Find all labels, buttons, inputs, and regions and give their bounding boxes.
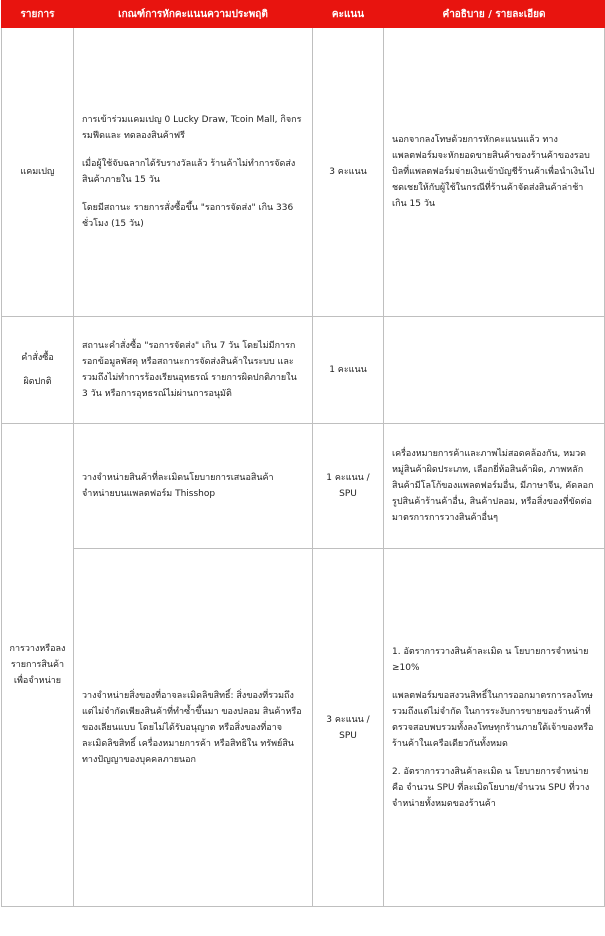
criteria-campaign-line-2: เมื่อผู้ใช้จับฉลากได้รับรางวัลแล้ว ร้านค้าไม่ทำการจัดส่งสินค้าภายใน 15 วัน	[82, 159, 296, 185]
item-abnormal-order-line-2: ผิดปกติ	[23, 377, 52, 387]
item-listing: การวางหรือลงรายการสินค้าเพื่อจำหน่าย	[2, 424, 74, 907]
item-abnormal-order-line-1: คำสั่งซื้อ	[21, 353, 54, 363]
header-description: คำอธิบาย / รายละเอียด	[384, 1, 605, 28]
criteria-campaign-line-3: โดยมีสถานะ รายการสั่งซื้อขึ้น "รอการจัดส่ง" เกิน 336 ชั่วโมง (15 วัน)	[82, 203, 294, 229]
table-row-campaign	[2, 28, 605, 317]
criteria-campaign	[74, 28, 313, 317]
description-campaign: นอกจากลงโทษด้วยการหักคะแนนแล้ว ทางแพลตฟอร์มจะหักยอดขายสินค้าของร้านค้าของรอบบิลที่แพลตฟอร์มจ่ายเงินเข้าบัญชีร้านค้าเพื่อนำเงินไปชดเชยให้กับผู้ใช้ในกรณีที่ร้านค้าจัดส่งสินค้าล่าช้า เกิน 15 วัน	[384, 28, 605, 317]
points-campaign: 3 คะแนน	[313, 28, 384, 317]
item-campaign: แคมเปญ	[2, 28, 74, 317]
description-copyright-line-2: แพลตฟอร์มขอสงวนสิทธิ์ในการออกมาตรการลงโทษรวมถึงแต่ไม่จำกัด ในการระงับการขายของร้านค้าที่ตรวจสอบพบรวมทั้งลงโทษทุกร้านภายใต้เจ้าของหรือร้านค้าในเครือเดียวกันทั้งหมด	[392, 690, 594, 749]
penalty-table	[1, 0, 605, 907]
description-copyright-line-3: 2. อัตราการวางสินค้าละเมิด น โยบายการจำหน่าย คือ จำนวน SPU ที่ละเมิดโยบาย/จำนวน SPU ที่วางจำหน่ายทั้งหมดของร้านค้า	[392, 766, 590, 809]
header-criteria: เกณฑ์การหักคะแนนความประพฤติ	[74, 1, 313, 28]
criteria-listing-policy: วางจำหน่ายสินค้าที่ละเมิดนโยบายการเสนอสินค้าจำหน่ายบนแพลตฟอร์ม Thisshop	[74, 424, 313, 549]
table-row-listing-policy	[2, 424, 605, 549]
points-abnormal-order: 1 คะแนน	[313, 317, 384, 424]
criteria-campaign-line-1: การเข้าร่วมแคมเปญ 0 Lucky Draw, Tcoin Mall, กิจกรรมฟีดและ ทดลองสินค้าฟรี	[82, 115, 302, 141]
item-abnormal-order	[2, 317, 74, 424]
criteria-copyright: วางจำหน่ายสิ่งของที่อาจละเมิดลิขสิทธิ์: สิ่งของที่รวมถึงแต่ไม่จำกัดเพียงสินค้าที่ทำซ้ำขึ้นมา ของปลอม สินค้าหรือของเลียนแบบ โดยไม่ได้รับอนุญาต หรือสิ่งของที่อาจละเมิดลิขสิทธิ์ เครื่องหมายการค้า หรือสิทธิใน ทรัพย์สินทางปัญญาของบุคคลภายนอก	[74, 549, 313, 907]
table-header-row	[2, 1, 605, 28]
points-copyright: 3 คะแนน / SPU	[313, 549, 384, 907]
description-listing-policy: เครื่องหมายการค้าและภาพไม่สอดคล้องกัน, หมวดหมู่สินค้าผิดประเภท, เลือกยี่ห้อสินค้าผิด, ภาพหลักสินค้ามีโลโก้ของแพลตฟอร์มอื่น, มีภาษาจีน, คัดลอกรูปสินค้าร้านค้าอื่น, สินค้าปลอม, หรือสิ่งของที่ขัดต่อมาตรการการวางสินค้าอื่นๆ	[384, 424, 605, 549]
description-abnormal-order	[384, 317, 605, 424]
header-points: คะแนน	[313, 1, 384, 28]
description-copyright-line-1: 1. อัตราการวางสินค้าละเมิด น โยบายการจำหน่าย ≥10%	[392, 646, 589, 673]
header-item: รายการ	[2, 1, 74, 28]
criteria-abnormal-order: สถานะคำสั่งซื้อ "รอการจัดส่ง" เกิน 7 วัน โดยไม่มีการกรอกข้อมูลพัสดุ หรือสถานะการจัดส่งสินค้าในระบบ และรวมถึงไม่ทำการร้องเรียนอุทธรณ์ รายการผิดปกติภายใน 3 วัน หรือการอุทธรณ์ไม่ผ่านการอนุมัติ	[74, 317, 313, 424]
description-copyright	[384, 549, 605, 907]
table-row-abnormal-order	[2, 317, 605, 424]
table-row-copyright	[2, 549, 605, 907]
points-listing-policy: 1 คะแนน / SPU	[313, 424, 384, 549]
